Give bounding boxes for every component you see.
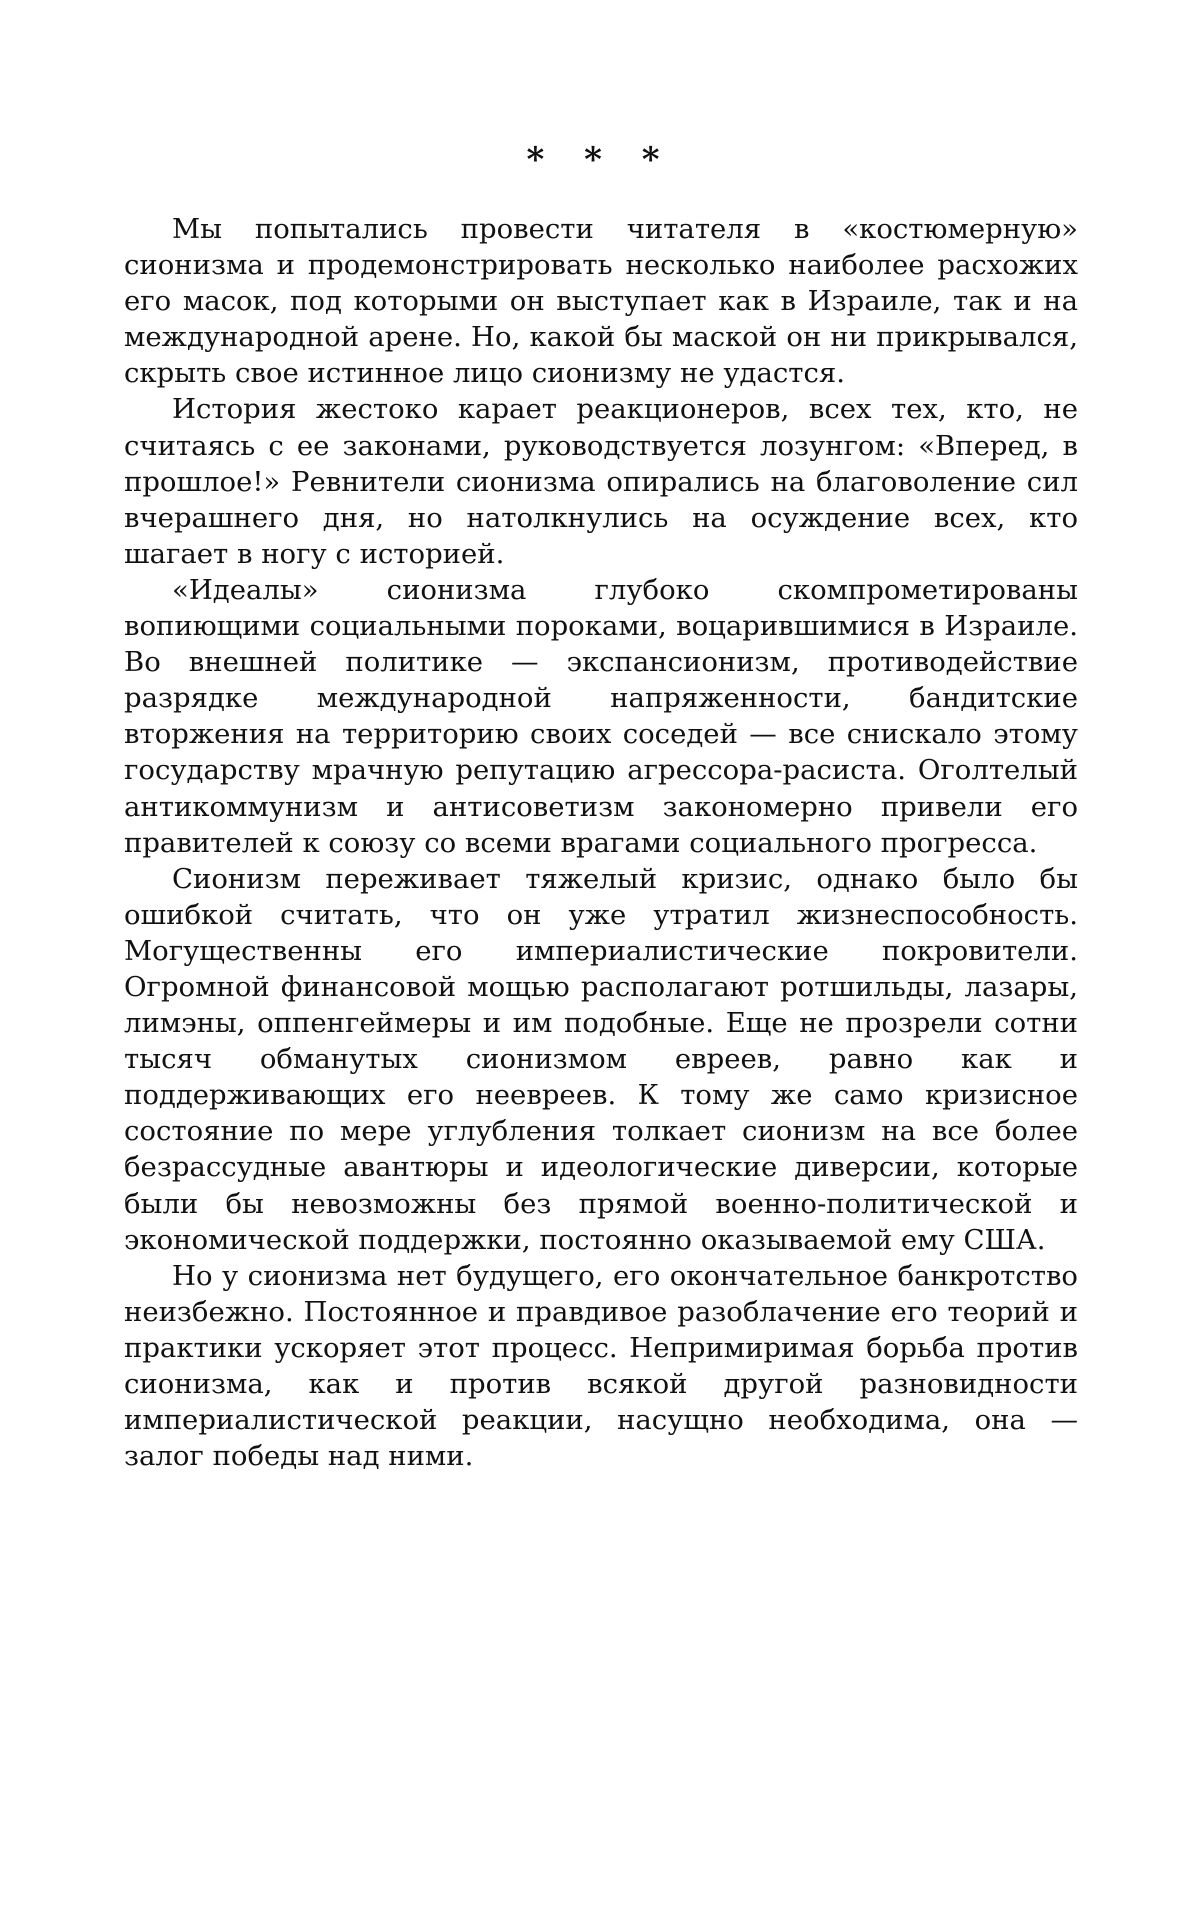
paragraph-4: Сионизм переживает тяжелый кризис, однако было бы ошибкой считать, что он уже утратил жизнеспособность. Могущественны его империалистические покровители. Огромной финансовой мощью располагают ротшильды, лазары, лимэны, оппенгеймеры и им подобные. Еще не прозрели сотни тысяч обманутых сионизмом евреев, равно как и поддерживающих его неевреев. К тому же само кризисное состояние по мере углубления толкает сионизм на все более безрассудные авантюры и идеологические диверсии, которые были бы невозможны без прямой военно-политической и экономической поддержки, постоянно оказываемой ему США.	[124, 862, 1078, 1256]
paragraph-5: Но у сионизма нет будущего, его окончательное банкротство неизбежно. Постоянное и правдивое разоблачение его теорий и практики ускоряет этот процесс. Непримиримая борьба против сионизма, как и против всякой другой разновидности империалистической реакции, насущно необходима, она — залог победы над ними.	[124, 1259, 1078, 1473]
section-separator: * * *	[526, 140, 674, 180]
paragraph-2: История жестоко карает реакционеров, всех тех, кто, не считаясь с ее законами, руководствуется лозунгом: «Вперед, в прошлое!» Ревнители сионизма опирались на благоволение сил вчерашнего дня, но натолкнулись на осуждение всех, кто шагает в ногу с историей.	[124, 393, 1078, 570]
paragraph-3: «Идеалы» сионизма глубоко скомпрометированы вопиющими социальными пороками, воцарившимися в Израиле. Во внешней политике — экспансионизм, противодействие разрядке международной напряженности, бандитские вторжения на территорию своих соседей — все снискало этому государству мрачную репутацию агрессора-расиста. Оголтелый антикоммунизм и антисоветизм закономерно привели его правителей к союзу со всеми врагами социального прогресса.	[124, 573, 1078, 859]
body-text	[124, 211, 1078, 1474]
paragraph-1: Мы попытались провести читателя в «костюмерную» сионизма и продемонстрировать несколько наиболее расхожих его масок, под которыми он выступает как в Израиле, так и на международной арене. Но, какой бы маской он ни прикрывался, скрыть свое истинное лицо сионизму не удастся.	[124, 213, 1078, 390]
